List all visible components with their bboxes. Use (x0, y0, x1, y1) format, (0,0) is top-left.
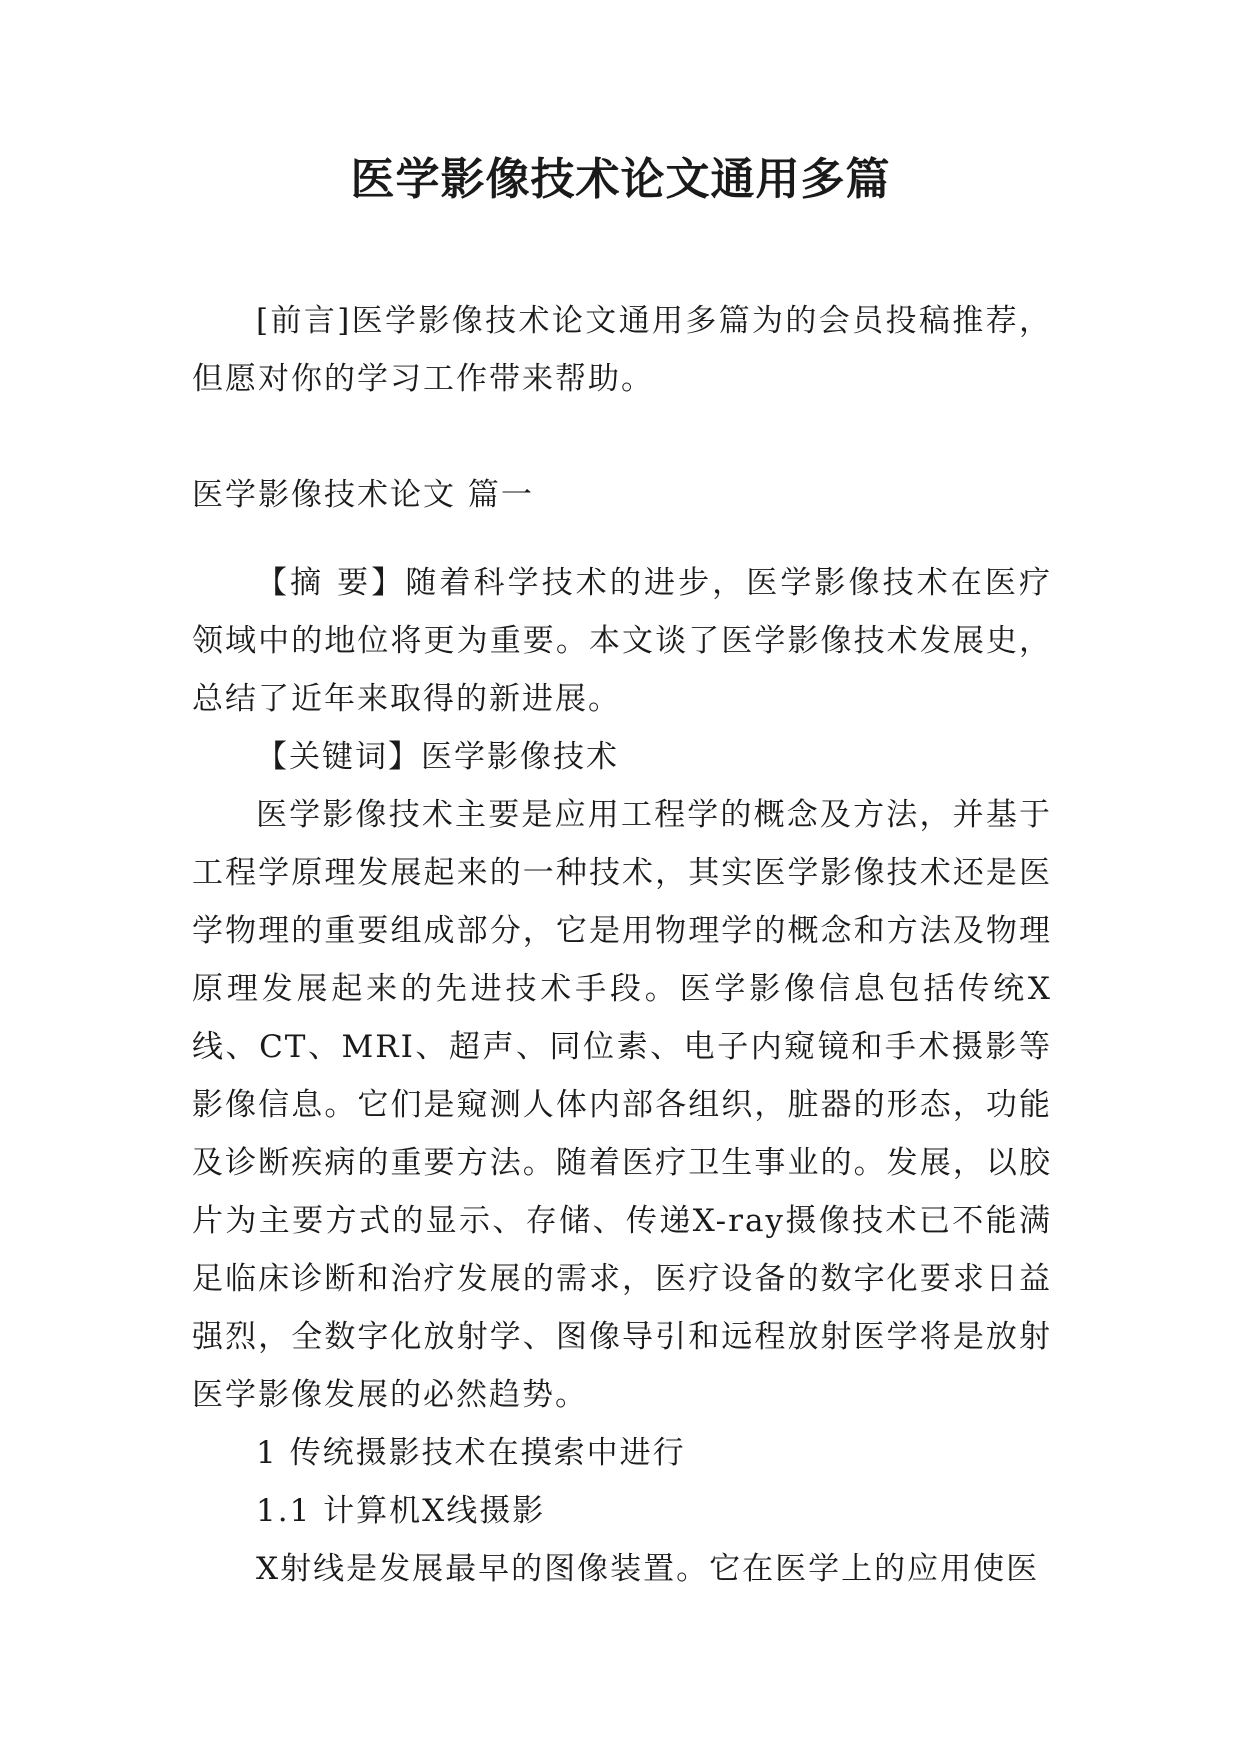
body-paragraph-1: 医学影像技术主要是应用工程学的概念及方法，并基于工程学原理发展起来的一种技术，其实医学影像技术还是医学物理的重要组成部分，它是用物理学的概念和方法及物理原理发展起来的先进技术手段。医学影像信息包括传统X线、CT、MRI、超声、同位素、电子内窥镜和手术摄影等影像信息。它们是窥测人体内部各组织，脏器的形态，功能及诊断疾病的重要方法。随着医疗卫生事业的。发展，以胶片为主要方式的显示、存储、传递X-ray摄像技术已不能满足临床诊断和治疗发展的需求，医疗设备的数字化要求日益强烈，全数字化放射学、图像导引和远程放射医学将是放射医学影像发展的必然趋势。 (192, 797, 1052, 1413)
body-paragraph-2: X射线是发展最早的图像装置。它在医学上的应用使医 (256, 1551, 1040, 1587)
keywords-paragraph: 【关键词】医学影像技术 (256, 739, 619, 775)
spacer (192, 524, 1052, 554)
abstract-paragraph: 【摘 要】随着科学技术的进步，医学影像技术在医疗领域中的地位将更为重要。本文谈了医学影像技术发展史，总结了近年来取得的新进展。 (192, 565, 1052, 717)
spacer (192, 408, 1052, 466)
document-body (192, 292, 1052, 1598)
subheading-1: 1 传统摄影技术在摸索中进行 (256, 1435, 686, 1471)
subheading-1-1: 1.1 计算机X线摄影 (256, 1493, 546, 1529)
preface-paragraph: [前言]医学影像技术论文通用多篇为的会员投稿推荐，但愿对你的学习工作带来帮助。 (192, 303, 1052, 397)
section-heading: 医学影像技术论文 篇一 (192, 477, 534, 513)
document-title: 医学影像技术论文通用多篇 (350, 154, 891, 205)
